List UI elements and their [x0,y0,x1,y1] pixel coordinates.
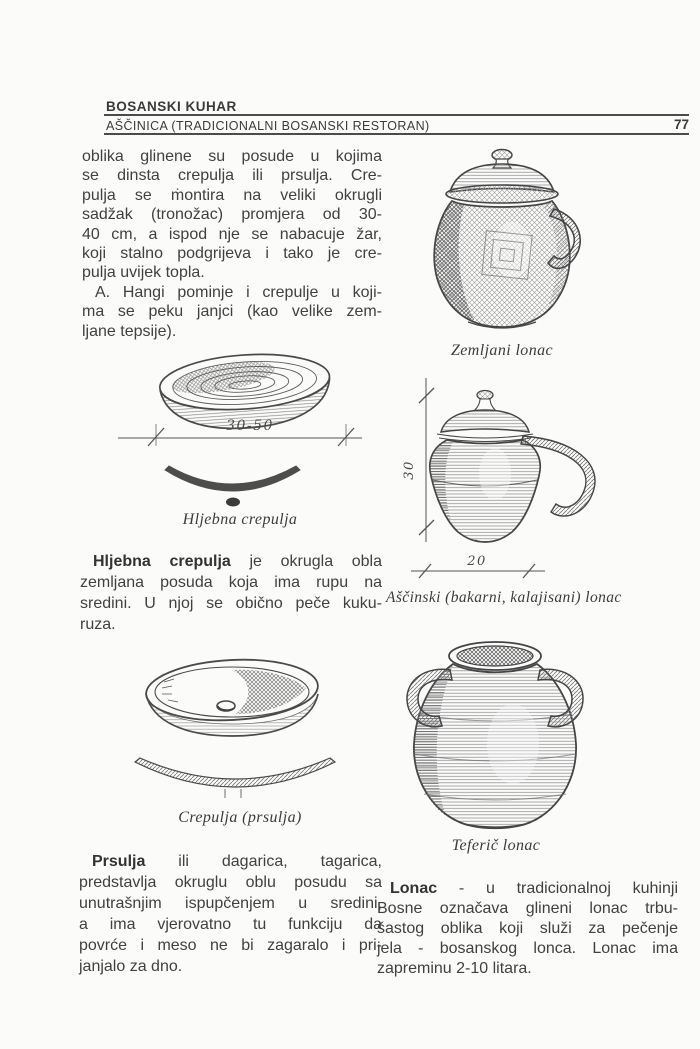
text-line: jela - bosanskog lonca. Lonac ima [377,940,678,957]
pot-lid [441,410,529,432]
text-line: zapreminu 2-10 litara. [377,960,532,977]
bowl-cross-section [165,466,300,507]
bowl-top-view [145,656,320,736]
book-title: BOSANSKI KUHAR [106,99,237,114]
text-line: ma se peku janjci (kao velike zem- [82,303,382,321]
figure-caption: Teferič lonac [451,837,541,854]
crepulja-prsulja-illustration [112,654,368,806]
hljebna-crepulja-illustration [112,352,368,508]
text-line: pulja se ṁontira na veliki okrugli [82,186,382,204]
figure-caption: Zemljani lonac [450,342,554,359]
paragraph-prsulja [79,851,382,977]
figure-caption: Crepulja (prsulja) [178,809,302,826]
header-rule-top [104,114,689,116]
text-line: Bosne označava glineni lonac trbu- [377,900,678,917]
text-line: Prsulja ili dagarica, tagarica, [92,853,382,870]
text-line: zemljana posuda koja ima rupu na [80,574,382,591]
teferic-lonac-illustration [398,634,594,834]
page-number: 77 [673,117,689,132]
paragraph-lonac [377,879,678,979]
text-line: pulja uvijek topla. [82,264,205,282]
text-line: sadžak (tronožac) promjera od 30- [82,206,382,224]
section-title: AŠČINICA (TRADICIONALNI BOSANSKI RESTORAN) [106,119,430,133]
text-line: janjalo za dno. [79,958,183,975]
text-line: šastog oblika koji služi za pečenje [377,920,678,937]
paragraph-crepulja-intro [82,147,382,283]
text-line: a ima vjerovatno tu funkciju da [79,916,382,933]
paragraph-hljebna-crepulja [80,551,382,635]
text-line: A. Hangi pominje i crepulje u koji- [95,283,382,301]
figure-caption: Aščinski (bakarni, kalajisani) lonac [386,589,622,606]
text-line: oblika glinene su posude u kojima [82,148,382,165]
text-line: 40 cm, a ispod nje se nabacuje žar, [82,225,382,243]
text-line: Lonac - u tradicionalnoj kuhinji [390,880,678,897]
text-line: se dinsta crepulja ili prsulja. Cre- [82,167,382,185]
lid-rim [446,185,558,203]
text-line: unutrašnjim ispupčenjem u sredini, [79,895,382,912]
height-dimension-label: 30 [402,460,417,480]
bowl-cross-section [135,758,335,802]
text-line: predstavlja okruglu oblu posudu sa [79,874,382,891]
zemljani-lonac-illustration [412,145,592,339]
paragraph-hangi [82,283,382,341]
lid-knob [477,391,493,400]
diameter-dimension-label: 30-50 [226,418,274,434]
text-line: ljane tepsije). [82,322,177,340]
text-line: ruza. [80,616,116,633]
text-line: koji stalno podgrijeva i tako je cre- [82,245,382,263]
header-rule-bottom [104,133,689,135]
ascinski-lonac-illustration [395,374,675,586]
text-line: sredini. U njoj se obično peče kuku- [80,595,382,612]
width-dimension-label: 20 [467,554,487,569]
text-line: Hljebna crepulja je okrugla obla [93,553,383,570]
figure-caption: Hljebna crepulja [182,511,298,528]
text-line: povrće i meso ne bi zagaralo i pri- [79,937,382,954]
